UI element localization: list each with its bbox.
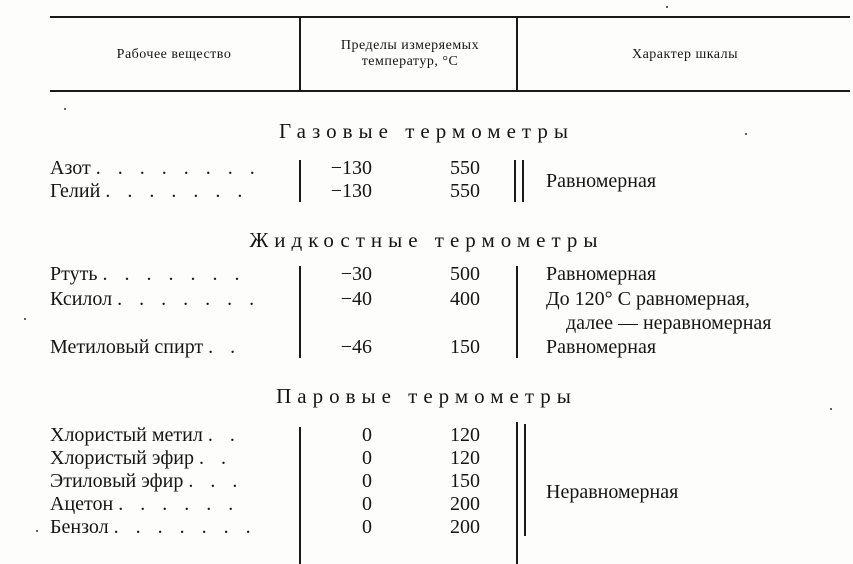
table-top-rule: [50, 16, 850, 18]
header-scale: Характер шкалы: [631, 47, 739, 62]
substance-name: Этиловый эфир . . .: [50, 470, 244, 492]
range-max: 200: [450, 493, 480, 515]
scan-speck: [36, 530, 38, 532]
range-min: 0: [362, 424, 372, 446]
range-max: 550: [450, 157, 480, 179]
group-bracket: [514, 160, 516, 202]
table-row: [0, 157, 853, 181]
substance-name: Ртуть . . . . . . .: [50, 263, 246, 285]
substance-name: Метиловый спирт . .: [50, 336, 242, 358]
substance-name: Хлористый эфир . .: [50, 447, 233, 469]
table-row: [0, 180, 853, 204]
range-max: 120: [450, 447, 480, 469]
range-max: 150: [450, 470, 480, 492]
scan-speck: [64, 108, 66, 110]
header-bottom-rule: [50, 90, 850, 92]
scale-type-continuation: далее — неравномерная: [566, 312, 772, 334]
header-divider-2: [516, 18, 518, 90]
table-row: [0, 470, 853, 494]
table-row: [0, 263, 853, 287]
scale-type: Равномерная: [546, 336, 657, 358]
scale-type: До 120° С равномерная,: [546, 288, 750, 310]
table-row: [0, 336, 853, 360]
range-max: 200: [450, 516, 480, 538]
scan-speck: [830, 408, 832, 410]
range-min: 0: [362, 470, 372, 492]
column-divider: [299, 266, 301, 358]
section-title-liquid: Жидкостные термометры: [249, 228, 604, 252]
group-bracket: [522, 160, 524, 202]
table-row: [0, 516, 853, 540]
section-title-gas: Газовые термометры: [279, 119, 574, 143]
range-max: 150: [450, 336, 480, 358]
scale-type: Равномерная: [546, 263, 657, 285]
substance-name: Хлористый метил . .: [50, 424, 241, 446]
table-row: [0, 447, 853, 471]
table-row: [0, 493, 853, 517]
group-bracket: [524, 424, 526, 536]
section-title-vapor: Паровые термометры: [276, 384, 577, 408]
column-divider: [516, 266, 518, 358]
substance-name: Бензол . . . . . . .: [50, 516, 257, 538]
column-divider: [299, 160, 301, 202]
range-max: 550: [450, 180, 480, 202]
range-max: 500: [450, 263, 480, 285]
range-min: −46: [340, 336, 372, 358]
header-range: Пределы измеряемых температур, °С: [340, 38, 480, 69]
range-max: 400: [450, 288, 480, 310]
header-substance: Рабочее вещество: [116, 47, 232, 62]
scan-speck: [24, 318, 26, 320]
range-min: −130: [330, 157, 372, 179]
range-min: 0: [362, 516, 372, 538]
group-bracket: [516, 422, 518, 564]
substance-name: Азот . . . . . . . .: [50, 157, 261, 179]
header-divider-1: [299, 18, 301, 90]
range-max: 120: [450, 424, 480, 446]
table-row: [0, 288, 853, 312]
table-row: [0, 424, 853, 448]
substance-name: Ксилол . . . . . . .: [50, 288, 261, 310]
range-min: 0: [362, 493, 372, 515]
range-min: 0: [362, 447, 372, 469]
scale-type: Равномерная: [546, 170, 657, 192]
range-min: −30: [340, 263, 372, 285]
column-divider: [299, 427, 301, 564]
scale-type: Неравномерная: [546, 481, 679, 503]
substance-name: Ацетон . . . . . .: [50, 493, 240, 515]
substance-name: Гелий . . . . . . .: [50, 180, 249, 202]
scan-speck: [745, 133, 747, 135]
range-min: −130: [330, 180, 372, 202]
range-min: −40: [340, 288, 372, 310]
scan-speck: [666, 6, 668, 8]
